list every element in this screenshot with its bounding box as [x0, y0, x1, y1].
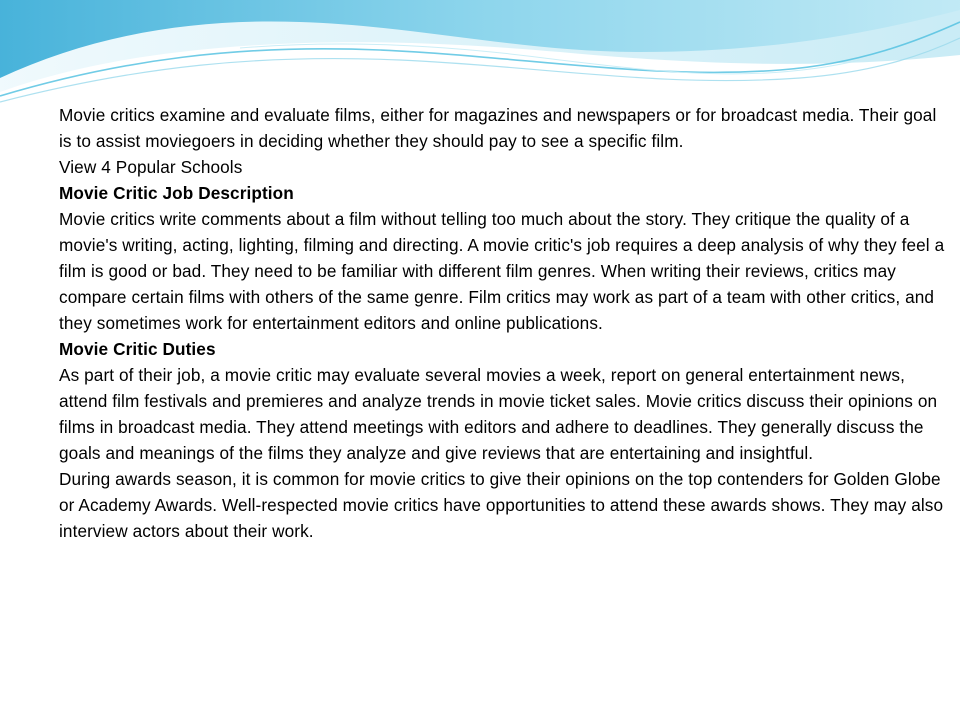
- slide-body: [59, 102, 949, 544]
- schools-link-text: View 4 Popular Schools: [59, 157, 243, 177]
- job-description-heading: Movie Critic Job Description: [59, 183, 294, 203]
- job-description-paragraph: Movie critics write comments about a film without telling too much about the story. They critique the quality of a movie's writing, acting, lighting, filming and directing. A movie critic's job requires a deep analysis of why they feel a film is good or bad. They need to be familiar with different film genres. When writing their reviews, critics may compare certain films with others of the same genre. Film critics may work as part of a team with other critics, and they sometimes work for entertainment editors and online publications.: [59, 209, 945, 333]
- decorative-wave-header: [0, 0, 960, 110]
- awards-paragraph: During awards season, it is common for movie critics to give their opinions on the top contenders for Golden Globe or Academy Awards. Well-respected movie critics have opportunities to attend these awards shows. They may also interview actors about their work.: [59, 469, 944, 541]
- duties-heading: Movie Critic Duties: [59, 339, 216, 359]
- intro-paragraph: Movie critics examine and evaluate films, either for magazines and newspapers or for broadcast media. Their goal is to assist moviegoers in deciding whether they should pay to see a specific film.: [59, 105, 937, 151]
- duties-paragraph: As part of their job, a movie critic may evaluate several movies a week, report on general entertainment news, attend film festivals and premieres and analyze trends in movie ticket sales. Movie critics discuss their opinions on films in broadcast media. They attend meetings with editors and adhere to deadlines. They generally discuss the goals and meanings of the films they analyze and give reviews that are entertaining and insightful.: [59, 365, 938, 463]
